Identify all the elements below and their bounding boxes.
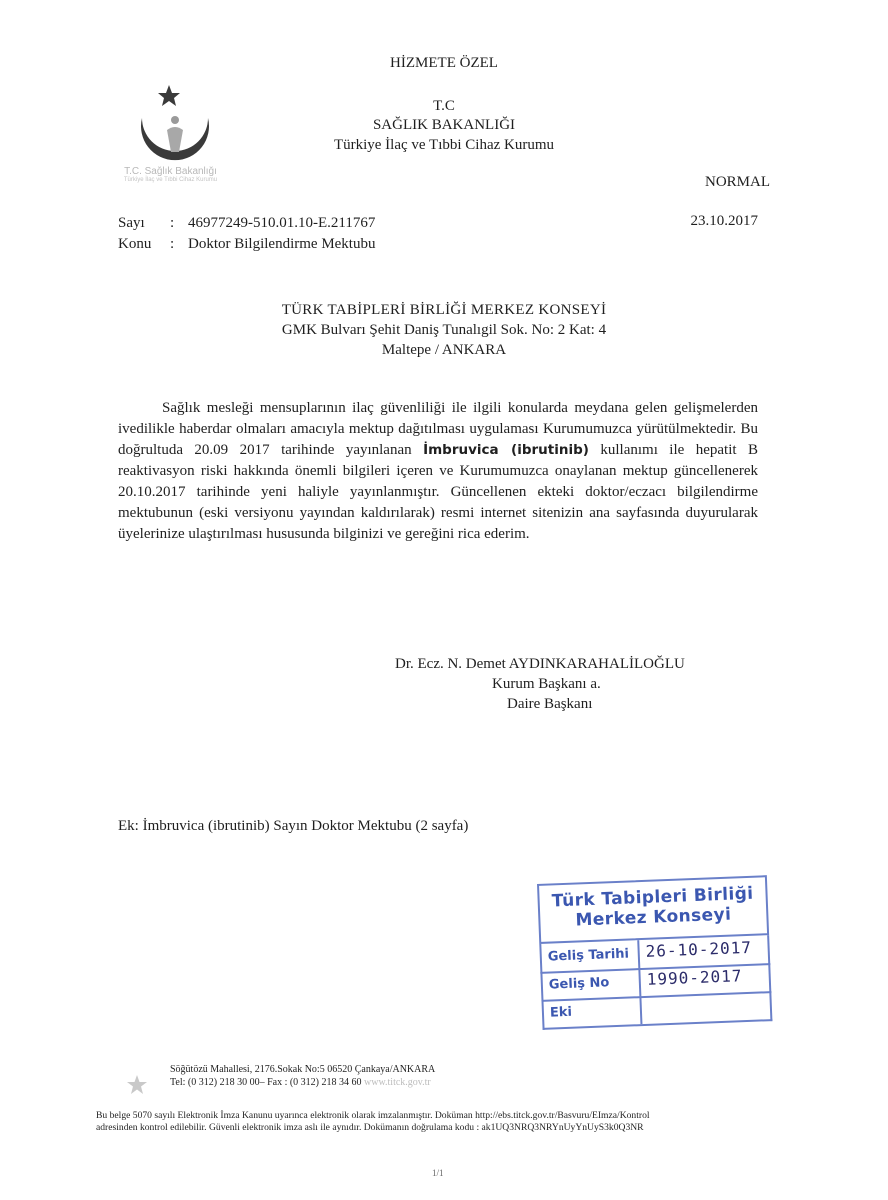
sayi-row <box>118 213 375 234</box>
recipient-street: GMK Bulvarı Şehit Daniş Tunalıgil Sok. No: 2 Kat: 4 <box>281 322 607 338</box>
footer-contact <box>170 1063 435 1089</box>
stamp-divider <box>639 996 642 1024</box>
footer-phone-line <box>170 1076 435 1089</box>
recipient-address <box>0 300 888 360</box>
recipient-city: Maltepe / ANKARA <box>381 342 507 358</box>
stamp-org-line2: Merkez Konseyi <box>575 904 732 931</box>
footer-phone: Tel: (0 312) 218 30 00– Fax : (0 312) 218 34 60 <box>170 1077 362 1088</box>
footer-legal-line1: Bu belge 5070 sayılı Elektronik İmza Kanunu uyarınca elektronik olarak imzalanmıştır. Doküman http://ebs.titck.gov.tr/Basvuru/EImza/Kontrol <box>96 1110 650 1121</box>
logo-caption <box>108 166 233 184</box>
footer-legal-notice <box>96 1110 796 1134</box>
signatory-title-1: Kurum Başkanı a. <box>492 676 601 692</box>
document-meta <box>118 213 375 255</box>
attachment-note: Ek: İmbruvica (ibrutinib) Sayın Doktor Mektubu (2 sayfa) <box>118 818 469 834</box>
header-ministry: SAĞLIK BAKANLIĞI <box>372 117 516 133</box>
colon: : <box>170 215 175 231</box>
signature-block <box>395 654 685 714</box>
classification-label: HİZMETE ÖZEL <box>390 55 498 71</box>
ministry-logo <box>112 80 237 210</box>
signatory-title-2: Daire Başkanı <box>507 696 593 712</box>
konu-label: Konu <box>118 236 152 252</box>
stamp-org-line1: Türk Tabipleri Birliği <box>551 883 754 912</box>
receipt-stamp <box>537 875 770 1029</box>
colon: : <box>170 236 175 252</box>
konu-value: Doktor Bilgilendirme Mektubu <box>188 236 376 252</box>
body-drug-name: İmbruvica (ibrutinib) <box>423 442 589 458</box>
stamp-date-label: Geliş Tarihi <box>547 946 630 965</box>
logo-subtext: Türkiye İlaç ve Tıbbi Cihaz Kurumu <box>123 177 218 183</box>
footer-legal-line2: adresinden kontrol edilebilir. Güvenli elektronik imza aslı ile aynıdır. Dokümanın doğrulama kodu : ak1UQ3NRQ3NRYnUyYnUyS3k0Q3NR <box>96 1122 644 1133</box>
recipient-name: TÜRK TABİPLERİ BİRLİĞİ MERKEZ KONSEYİ <box>281 302 607 318</box>
stamp-number-value: 1990-2017 <box>646 966 743 989</box>
priority-label: NORMAL <box>704 174 770 190</box>
stamp-attachment-label: Eki <box>549 1004 573 1021</box>
letter-body <box>118 398 758 545</box>
sayi-value: 46977249-510.01.10-E.211767 <box>188 215 376 231</box>
stamp-header <box>537 875 769 944</box>
footer-website: www.titck.gov.tr <box>364 1077 431 1088</box>
crescent-star-logo-icon <box>112 80 237 170</box>
stamp-divider <box>637 940 640 968</box>
document-date: 23.10.2017 <box>690 213 758 229</box>
body-text-part2: kullanımı ile hepatit B reaktivasyon riski hakkında önemli bilgileri içeren ve Kurumumuzca onaylanan mektup güncellenerek 20.10.2017 tarihinde yeni haliyle yayınlanmıştır. Güncellenen ekteki doktor/eczacı bilgilendirme mektubunun (eski versiyonu yayından kaldırılarak) resmi internet sitenizin ana sayfasında duyurularak üyelerinize ulaştırılması hususunda bilginizi ve gereğini rica ederim. <box>118 442 759 542</box>
stamp-divider <box>638 968 641 996</box>
header-tc: T.C <box>433 98 455 114</box>
signatory-name: Dr. Ecz. N. Demet AYDINKARAHALİLOĞLU <box>395 656 685 672</box>
footer-address: Söğütözü Mahallesi, 2176.Sokak No:5 06520 Çankaya/ANKARA <box>170 1064 436 1075</box>
stamp-date-value: 26-10-2017 <box>645 937 753 961</box>
logo-text: T.C. Sağlık Bakanlığı <box>124 166 217 177</box>
footer-star-icon <box>126 1074 148 1096</box>
header-agency: Türkiye İlaç ve Tıbbi Cihaz Kurumu <box>333 137 555 153</box>
body-text-part1: Sağlık mesleği mensuplarının ilaç güvenliliği ile ilgili konularda meydana gelen gelişmelerden ivedilikle haberdar olmaları amacıyla mektup dağıtılması uygulaması Kurumumuzca yürütülmektedir. Bu doğrultuda 20.09 2017 tarihinde yayınlanan <box>118 400 758 458</box>
stamp-number-label: Geliş No <box>548 975 610 993</box>
sayi-label: Sayı <box>118 215 145 231</box>
konu-row <box>118 234 375 255</box>
page-number: 1/1 <box>432 1168 444 1178</box>
